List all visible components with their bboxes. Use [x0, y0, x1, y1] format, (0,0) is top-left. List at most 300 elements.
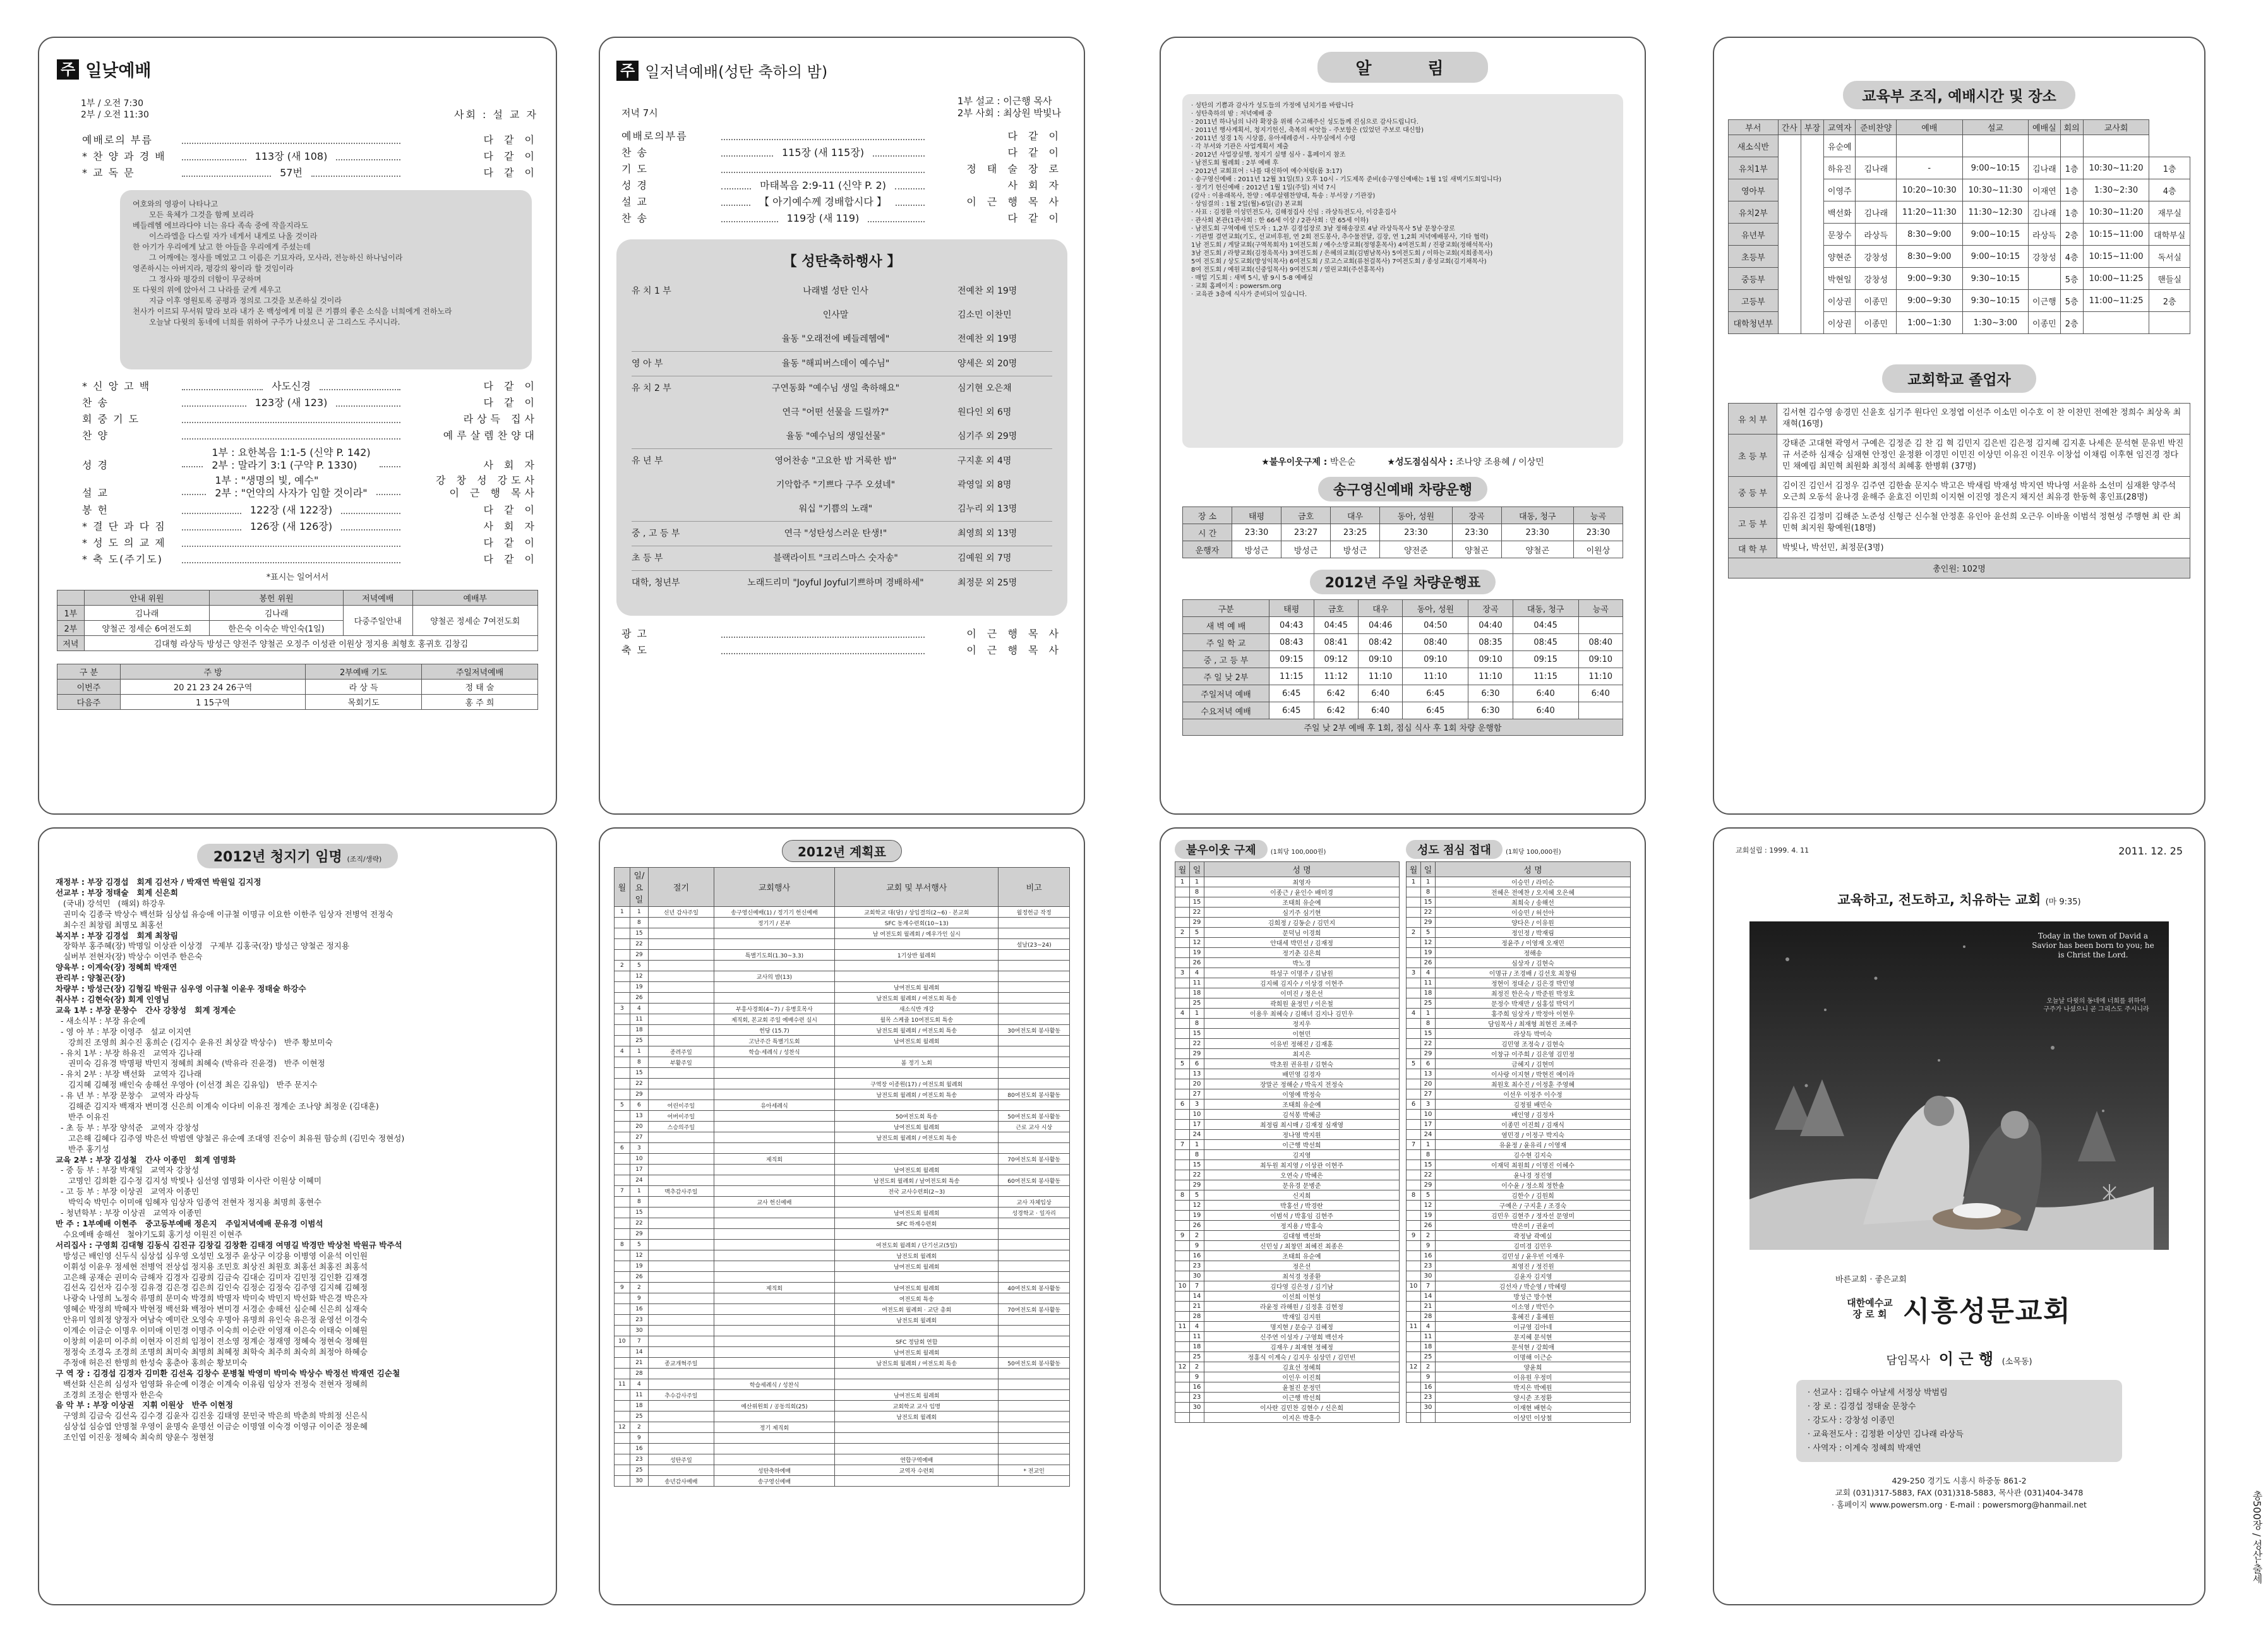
- order-person: 강 창 성 강도사 이 근 행 목사: [436, 474, 539, 499]
- table-cell: [615, 939, 630, 950]
- notice-line: 1남 전도회 / 게달교회(구역목회자) 1여전도회 / 예수소망교회(정영훈목사) 4여전도회 / 진광교회(정해석목사): [1191, 242, 1493, 249]
- table-cell: [835, 939, 999, 950]
- order-row: [621, 161, 1062, 177]
- table-cell: [615, 1401, 630, 1411]
- table-cell: [615, 918, 630, 928]
- panel-relief-meals: [1160, 827, 1646, 1605]
- table-cell: [1407, 1089, 1421, 1100]
- table-cell: 이상민 이상철: [1436, 1413, 1631, 1423]
- table-cell: [1175, 1170, 1190, 1180]
- table-cell: * 전교인: [999, 1465, 1070, 1476]
- table-row: [1175, 978, 1400, 988]
- table-cell: 23: [1421, 1393, 1436, 1403]
- table-cell: 이인우 이진희: [1204, 1372, 1400, 1382]
- table-cell: 이사랑 이지현 / 박현진 예이라: [1436, 1069, 1631, 1079]
- table-cell: 유윤정 / 윤유리 / 이영재: [1436, 1140, 1631, 1150]
- order-label: * 찬 양 과 경 배: [82, 150, 166, 162]
- table-cell: 여전도회 월례회 · 교단 총회: [835, 1304, 999, 1315]
- table-cell: 9:00~10:15: [1962, 157, 2029, 179]
- table-cell: 5: [1190, 928, 1204, 938]
- table-row: [1407, 1352, 1631, 1362]
- order-label: 회 중 기 도: [82, 413, 140, 425]
- order-row: [82, 395, 538, 411]
- table-cell: 부활주일: [649, 1057, 714, 1068]
- order-dots: [182, 546, 400, 547]
- table-cell: 24: [1190, 1130, 1204, 1140]
- steward-line: 이창희 이윤미 이주희 이현자 이진희 임정이 전소영 정계순 정재영 정혜숙 정현숙 정혜원: [56, 1336, 368, 1346]
- section-title: [57, 57, 538, 81]
- table-cell: 3: [630, 1143, 648, 1154]
- table-cell: 헌당 (15.7): [714, 1025, 835, 1036]
- table-cell: 다음주: [57, 695, 121, 710]
- event-program: 워십 "기쁨의 노래": [798, 504, 873, 514]
- table-cell: [649, 1014, 714, 1025]
- table-cell: [714, 1122, 835, 1132]
- table-row: [1175, 928, 1400, 938]
- table-cell: 8: [1421, 887, 1436, 897]
- table-cell: 교사 자체입상: [999, 1197, 1070, 1208]
- table-cell: [615, 950, 630, 961]
- table-cell: 방성근: [1232, 541, 1281, 558]
- table-row: [615, 1401, 1070, 1411]
- table-cell: 18: [630, 1401, 648, 1411]
- table-cell: 1층: [2060, 201, 2083, 224]
- order-label: 설 교: [621, 196, 648, 208]
- table-cell: 1 15구역: [120, 695, 305, 710]
- table-cell: [1175, 1110, 1190, 1120]
- event-dept: 대학, 청년부: [632, 578, 680, 588]
- table-cell: 근로 교사 시상: [999, 1122, 1070, 1132]
- table-cell: 김민영 조정숙 / 김현숙: [1436, 1039, 1631, 1049]
- table-cell: 5: [615, 1100, 630, 1111]
- table-cell: 염민경 / 이정구 박지숙: [1436, 1130, 1631, 1140]
- table-row: [1183, 685, 1623, 702]
- order-person: 다 같 이: [1007, 212, 1062, 224]
- table-row: [1407, 1291, 1631, 1302]
- table-cell: [649, 950, 714, 961]
- table-cell: [714, 1079, 835, 1089]
- table-row: [1407, 1362, 1631, 1372]
- table-cell: [615, 1250, 630, 1261]
- table-row: [1407, 1403, 1631, 1413]
- event-performers: 심기주 외 29명: [957, 431, 1017, 441]
- table-cell: 문덕님 이경희: [1204, 928, 1400, 938]
- table-cell: [1407, 1241, 1421, 1251]
- table-cell: 이재덕 최원희 / 이명진 이혜수: [1436, 1160, 1631, 1170]
- table-cell: [1175, 1251, 1190, 1261]
- table-cell: 9: [1190, 1372, 1204, 1382]
- table-cell: 부흥사경회(4~7) / 유병호목사: [714, 1004, 835, 1014]
- table-cell: 홍혜진 / 홍혜원: [1436, 1312, 1631, 1322]
- table-cell: 29: [1421, 1049, 1436, 1059]
- table-row: [1407, 1089, 1631, 1100]
- table-cell: 김다영 김은정 / 김기남: [1204, 1281, 1400, 1291]
- table-cell: 양철곤 정세순 6여전도회: [84, 621, 209, 636]
- table-cell: 주 일 학 교: [1183, 634, 1269, 651]
- table-row: [615, 961, 1070, 971]
- table-row: [1407, 988, 1631, 998]
- table-cell: 1: [1421, 1140, 1436, 1150]
- table-cell: 22: [630, 1079, 648, 1089]
- table-row: [1175, 938, 1400, 948]
- table-cell: 박노경: [1204, 958, 1400, 968]
- table-cell: [999, 928, 1070, 939]
- table-cell: [714, 1390, 835, 1401]
- table-row: [1407, 1059, 1631, 1069]
- table-cell: 김정필 배민숙: [1436, 1100, 1631, 1110]
- table-cell: 11: [1190, 978, 1204, 988]
- notice-line: · 각 부서와 기관은 사업계획서 제출: [1191, 143, 1289, 150]
- event-program: 기악합주 "기쁘다 구주 오셨네": [776, 480, 896, 490]
- order-label: 찬 송: [621, 147, 648, 159]
- event-program: 율동 "예수님의 생일선물": [786, 431, 885, 441]
- table-cell: [714, 961, 835, 971]
- order-dots: [721, 188, 751, 189]
- table-cell: [649, 1315, 714, 1326]
- table-row: [1175, 1130, 1400, 1140]
- table-cell: [999, 971, 1070, 982]
- event-row: [632, 521, 1052, 546]
- table-row: [1175, 1069, 1400, 1079]
- table-cell: [1407, 988, 1421, 998]
- table-cell: [1175, 1241, 1190, 1251]
- notice-line: · 송구영신예배 : 2011년 12월 31일(토) 오후 10시 - 기도제목 준비(송구영신예배는 1월 1일 새벽기도회입니다): [1191, 176, 1502, 183]
- order-dots: [182, 422, 400, 423]
- table-cell: -: [1896, 157, 1962, 179]
- table-cell: [835, 1068, 999, 1079]
- table-cell: [1407, 978, 1421, 988]
- table-row: [615, 1250, 1070, 1261]
- table-cell: 30: [630, 1476, 648, 1487]
- table-cell: 8:30~9:00: [1896, 246, 1962, 268]
- table-cell: [1407, 1393, 1421, 1403]
- table-cell: 28: [630, 1369, 648, 1379]
- table-cell: 어린이주일: [649, 1100, 714, 1111]
- table-cell: [1407, 1312, 1421, 1322]
- event-program: 블랙라이트 "크리스마스 숫자송": [773, 553, 898, 563]
- table-cell: 11:10: [1358, 668, 1402, 685]
- table-cell: [714, 1326, 835, 1336]
- table-cell: 라상득: [1856, 224, 1897, 246]
- steward-line: 심상섭 심승엽 안명철 우영이 윤명숙 윤명선 이금순 이명열 이숙경 이영규 이이준 정운혜: [56, 1422, 368, 1432]
- table-cell: [1175, 1019, 1190, 1029]
- table-row: [1407, 1009, 1631, 1019]
- table-cell: 이번주: [57, 680, 121, 695]
- title-badge: 주: [57, 59, 79, 80]
- table-cell: 24: [1421, 1130, 1436, 1140]
- table-cell: 28: [1190, 1312, 1204, 1322]
- table-cell: [999, 1165, 1070, 1175]
- order-person: 사 회 자: [483, 459, 538, 471]
- table-cell: 양시준 조정환: [1436, 1393, 1631, 1403]
- table-cell: 23:30: [1573, 524, 1623, 541]
- table-cell: [999, 1422, 1070, 1433]
- table-cell: [649, 1444, 714, 1454]
- table-cell: [714, 1411, 835, 1422]
- table-cell: 최정진 한은숙 / 박준원 박정호: [1436, 988, 1631, 998]
- steward-line: 양육부 : 이계숙(장) 정혜희 박재연: [56, 962, 177, 973]
- table-cell: 04:50: [1403, 617, 1468, 634]
- event-row: [632, 400, 1052, 424]
- table-cell: 60여전도회 봉사활동: [999, 1175, 1070, 1186]
- table-cell: [1407, 938, 1421, 948]
- table-row: [1175, 958, 1400, 968]
- table-cell: 스승의주일: [649, 1122, 714, 1132]
- event-dept: [632, 303, 714, 327]
- table-cell: 11:10: [1578, 668, 1623, 685]
- steward-line: 이휘성 이윤우 정세현 전병억 전상섭 정지용 조민호 최상진 최원호 최홍선 최홍진 최홍석: [56, 1261, 368, 1271]
- order-dots: [182, 494, 206, 495]
- table-cell: 7: [1407, 1140, 1421, 1150]
- table-cell: [1856, 135, 1897, 157]
- table-cell: [835, 1046, 999, 1057]
- table-cell: 16: [630, 1304, 648, 1315]
- table-header: 장 소: [1183, 507, 1232, 524]
- order-dots: [721, 205, 750, 206]
- table-header: 월: [615, 868, 630, 907]
- order-person: 정 태 술 장 로: [966, 163, 1062, 175]
- table-row: [1407, 928, 1631, 938]
- table-cell: 유치1부: [1729, 157, 1779, 179]
- table-cell: 송구영신예배(1) / 정기기 헌신예배: [714, 907, 835, 918]
- grad-dept: 유 치 부: [1729, 404, 1777, 434]
- table-cell: 30여전도회 봉사활동: [999, 1025, 1070, 1036]
- table-row: [615, 1411, 1070, 1422]
- table-cell: [1175, 1261, 1190, 1271]
- table-cell: 6:30: [1468, 702, 1513, 719]
- table-row: [615, 1390, 1070, 1401]
- order-detail: 126장 (새 126장): [249, 520, 333, 532]
- table-cell: 6: [1421, 1059, 1436, 1069]
- table-header: 대동, 청구: [1513, 600, 1578, 617]
- table-cell: 윤나경 정진영: [1436, 1170, 1631, 1180]
- table-row: [1175, 1039, 1400, 1049]
- order-row: [82, 551, 538, 568]
- table-cell: [649, 1261, 714, 1272]
- steward-line: 정정숙 조경옥 조경희 조명희 최미숙 최명희 최혜정 최학숙 최주희 최숙희 최정아 하혜승: [56, 1346, 368, 1357]
- table-cell: [615, 982, 630, 993]
- table-cell: 10: [630, 1154, 648, 1165]
- table-cell: 안대세 박민선 / 김재정: [1204, 938, 1400, 948]
- table-cell: [714, 1315, 835, 1326]
- table-cell: 새소식반 개강: [835, 1004, 999, 1014]
- steward-line: 권미숙 김유경 박명평 박민지 정혜희 최혜숙 (박유라 진윤경) 반주 이현정: [56, 1058, 325, 1069]
- table-cell: 남전도회 월례회 / 남여전도회 특송: [835, 1175, 999, 1186]
- table-cell: [649, 971, 714, 982]
- table-cell: 1: [1407, 877, 1421, 887]
- table-cell: [999, 1433, 1070, 1444]
- table-header: 동아, 성원: [1403, 600, 1468, 617]
- table-cell: 08:42: [1358, 634, 1402, 651]
- table-cell: [1421, 1413, 1436, 1423]
- table-cell: 1층: [2060, 179, 2083, 201]
- table-cell: 정지우: [1204, 1019, 1400, 1029]
- table-cell: [1407, 1211, 1421, 1221]
- table-cell: 새 벽 예 배: [1183, 617, 1269, 634]
- event-row: [632, 546, 1052, 570]
- table-cell: [835, 1433, 999, 1444]
- table-header: 교사회: [2083, 120, 2149, 135]
- table-cell: [615, 1197, 630, 1208]
- table-row: [615, 928, 1070, 939]
- table-cell: 14: [1190, 1291, 1204, 1302]
- table-row: [1407, 1302, 1631, 1312]
- event-program: 나래별 성탄 인사: [803, 286, 868, 296]
- order-detail: 【 아기예수께 경배합시다 】: [759, 196, 887, 208]
- table-cell: 11: [1407, 1322, 1421, 1332]
- table-cell: 김나래: [1856, 201, 1897, 224]
- table-cell: 7: [615, 1186, 630, 1197]
- table-cell: [714, 993, 835, 1004]
- table-cell: [1175, 958, 1190, 968]
- table-header: 대동, 청구: [1501, 507, 1573, 524]
- table-header: 구 분: [57, 664, 121, 680]
- table-cell: 11: [615, 1379, 630, 1390]
- table-row: [615, 1175, 1070, 1186]
- table-row: [1175, 948, 1400, 958]
- steward-line: - 청년학부 : 부장 이상권 교역자 이종민: [56, 1208, 202, 1218]
- table-cell: 정해송: [1436, 948, 1631, 958]
- order-person: 다 같 이: [483, 504, 539, 516]
- table-cell: 추수감사주일: [649, 1390, 714, 1401]
- steward-line: 고명인 김희환 김수정 김지성 박빛나 심선영 염명화 이사란 이원상 이혜미: [56, 1176, 322, 1186]
- table-cell: 40여전도회 봉사활동: [999, 1283, 1070, 1293]
- table-cell: 교회학교 교사 임명: [835, 1401, 999, 1411]
- order-dots: [721, 653, 925, 654]
- table-row: [1407, 1393, 1631, 1403]
- table-cell: [615, 1433, 630, 1444]
- table-cell: [1407, 918, 1421, 928]
- table-row: [1175, 1291, 1400, 1302]
- table-cell: 29: [1421, 918, 1436, 928]
- steward-line: 고은해 김혜다 김주영 박은선 박범엔 양철곤 유순예 조대영 진승이 최유원 함승희 (김민숙 정현성): [56, 1133, 405, 1143]
- table-cell: 14: [630, 1347, 648, 1358]
- table-cell: 23:30: [1380, 524, 1452, 541]
- table-cell: 25: [630, 1036, 648, 1046]
- order-dots: [721, 139, 925, 140]
- table-cell: 홍주희 임상자 / 박정아 이현우: [1436, 1009, 1631, 1019]
- notice-line: · 2012년 사업장실행, 청지기 실행 심사 - 홈페이지 참조: [1191, 152, 1346, 159]
- table-cell: [649, 1079, 714, 1089]
- table-cell: 22: [630, 1218, 648, 1229]
- table-cell: 2: [1407, 928, 1421, 938]
- reading-line: 베들레헴 에브라다야 너는 유다 족속 중에 작을지라도: [133, 221, 308, 230]
- table-cell: 최영진 / 정진원: [1436, 1261, 1631, 1271]
- table-cell: [714, 982, 835, 993]
- table-cell: 저녁: [57, 636, 85, 651]
- table-cell: 이현민: [1204, 1029, 1400, 1039]
- table-cell: [714, 1208, 835, 1218]
- notice-line: · 2011년 행사계획서, 청지기헌신, 축복의 씨앗들 - 주보함은 (있었던 주보로 대신함): [1191, 127, 1424, 134]
- steward-line: 재정부 : 부장 김경섭 회계 김선자 / 박재연 박원일 김지정: [56, 877, 261, 887]
- table-cell: 이영주: [1824, 179, 1856, 201]
- table-cell: 12: [630, 1250, 648, 1261]
- reading-line: 또 다윗의 위에 앉아서 그 나라를 굳게 세우고: [133, 285, 282, 294]
- order-dots: [380, 466, 400, 467]
- order-person: 다 같 이: [1007, 130, 1062, 142]
- table-cell: [615, 1261, 630, 1272]
- table-cell: [649, 1175, 714, 1186]
- table-cell: [1407, 1221, 1421, 1231]
- table-cell: [1175, 1180, 1190, 1190]
- table-cell: [999, 1229, 1070, 1240]
- table-row: [615, 1336, 1070, 1347]
- table-cell: 22: [1421, 908, 1436, 918]
- notice-line: · 남전도회 구역예배 인도자 : 1,2부 김경섭장로 3남 정해송장로 4남 라상득목사 5남 문창수장로: [1191, 225, 1455, 232]
- table-cell: [714, 1369, 835, 1379]
- table-row: [1175, 1261, 1400, 1271]
- table-cell: 20: [1421, 1079, 1436, 1089]
- steward-line: 조인엽 이진웅 정혜숙 최숙희 양윤수 정현정: [56, 1432, 215, 1442]
- table-cell: 홍 주 희: [421, 695, 537, 710]
- table-cell: 25: [1421, 1352, 1436, 1362]
- table-row: [1407, 1251, 1631, 1261]
- table-cell: 교회학교 대(당) / 상임결의(2~6) · 본교회: [835, 907, 999, 918]
- event-dept: 중 , 고 등 부: [632, 529, 680, 539]
- table-row: [1175, 1403, 1400, 1413]
- table-row: [615, 1304, 1070, 1315]
- steward-line: - 고 등 부 : 부장 이상권 교역자 이종민: [56, 1187, 200, 1197]
- table-cell: [1175, 887, 1190, 897]
- table-cell: [1407, 1413, 1421, 1423]
- table-cell: [615, 1326, 630, 1336]
- order-detail: 1부 : 요한복음 1:1-5 (신약 P. 142) 2부 : 말라기 3:1 (구약 P. 1330): [212, 446, 371, 471]
- table-cell: [1407, 1019, 1421, 1029]
- table-cell: [999, 1079, 1070, 1089]
- table-header: 예배: [1896, 120, 1962, 135]
- table-cell: [1175, 1342, 1190, 1352]
- table-cell: [999, 1132, 1070, 1143]
- table-row: [615, 1079, 1070, 1089]
- table-header: 금호: [1281, 507, 1331, 524]
- steward-line: - 새소식부 : 부장 유순예: [56, 1016, 146, 1026]
- table-cell: [999, 1390, 1070, 1401]
- meal-table: [1406, 861, 1631, 1423]
- duty-table: [57, 664, 538, 710]
- order-dots: [182, 438, 400, 440]
- table-header: 절기: [649, 868, 714, 907]
- order-list-1: [82, 132, 538, 181]
- table-cell: 교사의 밤(13): [714, 971, 835, 982]
- table-header: [57, 590, 85, 606]
- nativity-card: [1749, 921, 2169, 1250]
- meal-column: 성도 점심 접대 (1회당 100,000원) 월 일 성 명 1 1 이승민 / 라미순 8 전혜은 전예찬 / 오지혜 오은혜 15 최희숙 / 송해선 22 이승민 / 허선아 29 양다은 / 이유원 2 5 정인정 / 박재림 12 정윤주 / 이영재 오재민 19 정해송 26 심상자 / 김현숙 3 4 이명규 / 조경배 / 김선호 최창림 11 정현이 정대순 / 김은경 박민영 18 최정진 한은숙 / 박준원 박정호 25 문정수 박재만 / 심홍섭 박덕기 4 1 홍주희 임상자 / 박정아 이현우 8 담임목사 / 최재형 최현진 조혜주 15 라상득 박미숙 22 김민영 조정숙 / 김현숙 29 이창규 이주희 / 김은영 김민정 5 6 금혜지 / 김현미 13 이사랑 이지현 / 박현진 예이라 20 최원호 최수진 / 이정훈 주영혜 27 이선우 이정주 이수정 6 3 김정필 배민숙 10 배인영 / 김정자 17 이종민 이진희 / 김재식 24 염민경 / 이정구 박지숙 7 1 유윤정 / 윤유리 / 이영재 8 김수현 김지숙 15 이재덕 최원희 / 이명진 이혜수 22 윤나경 정진영 29 이수윤 / 정소희 정한솔 8 5 김한수 / 김원희 12 구예은 / 구지훈 / 조경숙 19 김민우 김현주 / 정자선 문영미 26 박은미 / 권윤미 9 2 곽정남 곽예실 9 김미경 김민우 16 김민성 / 윤우빈 이재우 23 최영진 / 정진원 30 김윤자 김지영 10 7 김선자 / 박순영 / 박혜령 14 방성근 방수현 21 이소영 / 박민수 28 홍혜진 / 홍혜원 11 4 이규영 김아네 11 문지혜 문석현 18 문석현 / 강희애 25 이명해 이근순 12 2 양윤희 9 이유원 우정미 16 박지은 박예원 23 양시준 조정환 30 이재현 배현숙 이상민 이상철: [1406, 840, 1631, 1423]
- table-cell: 70여전도회 봉사활동: [999, 1154, 1070, 1165]
- table-header: 대우: [1358, 600, 1402, 617]
- table-cell: 유순예: [1824, 135, 1856, 157]
- table-cell: 23:30: [1501, 524, 1573, 541]
- table-cell: 김선자 / 박순영 / 박혜령: [1436, 1281, 1631, 1291]
- table-cell: 15: [1190, 1029, 1204, 1039]
- table-cell: 16: [630, 1444, 648, 1454]
- table-cell: [615, 1444, 630, 1454]
- table-cell: 15: [1421, 1029, 1436, 1039]
- table-row: [615, 1240, 1070, 1250]
- table-cell: 1: [1421, 1009, 1436, 1019]
- event-program: 영어찬송 "고요한 밤 거룩한 밤": [774, 456, 897, 466]
- table-cell: 29: [1421, 1180, 1436, 1190]
- table-row: [1175, 1110, 1400, 1120]
- steward-line: 교육 2부 : 부장 김성철 간사 이종민 회계 염명화: [56, 1154, 236, 1165]
- table-cell: 26: [1421, 1221, 1436, 1231]
- staff-line: · 강도사 : 강창성 이종민: [1808, 1416, 1895, 1425]
- event-row: [632, 473, 1052, 497]
- table-cell: 09:10: [1468, 651, 1513, 668]
- table-cell: 송구영신예배: [714, 1476, 835, 1487]
- table-cell: [999, 1369, 1070, 1379]
- table-cell: 라윤정 라해원 / 김정훈 김현정: [1204, 1302, 1400, 1312]
- table-cell: [2060, 135, 2083, 157]
